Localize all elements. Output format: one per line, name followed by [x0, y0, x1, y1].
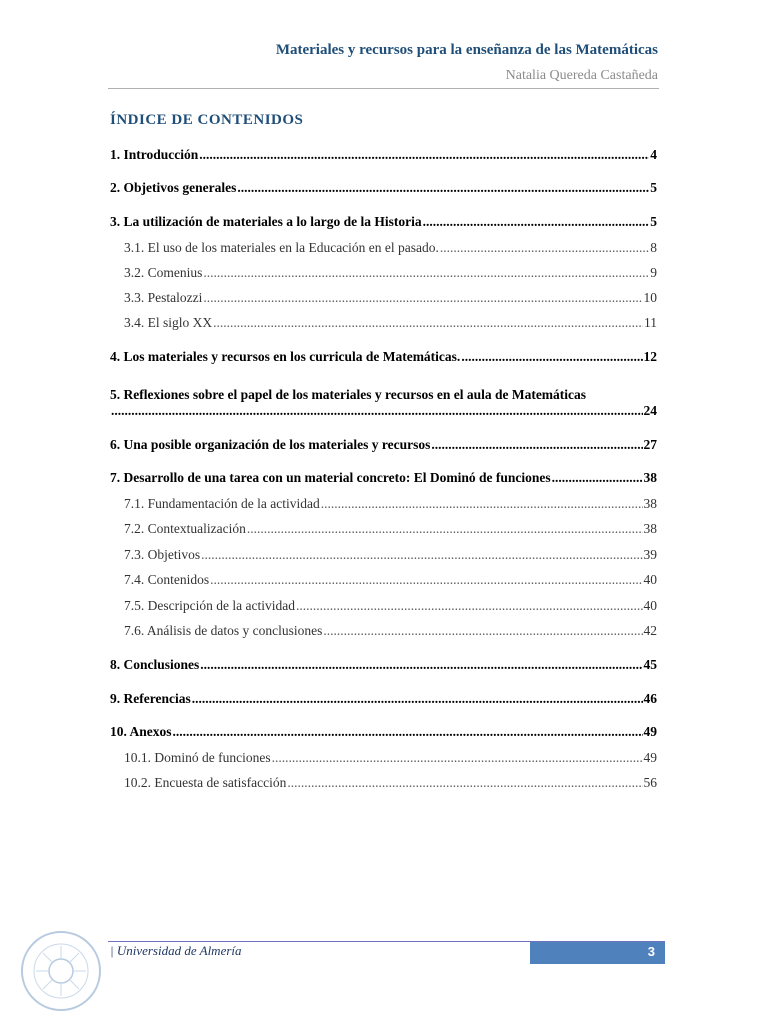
dot-leader	[173, 723, 643, 741]
dot-leader	[461, 348, 642, 366]
dot-leader	[203, 289, 642, 307]
dot-leader	[423, 213, 650, 231]
dot-leader	[200, 656, 642, 674]
toc-subentry[interactable]	[124, 314, 657, 332]
toc-entry-label: 9. Referencias	[110, 691, 191, 706]
toc-entry-page: 45	[643, 657, 657, 672]
toc-entry-page: 5	[650, 180, 657, 195]
dot-leader	[440, 239, 649, 257]
toc-entry-label: 3.3. Pestalozzi	[124, 290, 203, 305]
toc-entry-label: 3.1. El uso de los materiales en la Educación en el pasado.	[124, 240, 439, 255]
toc-entry[interactable]	[110, 402, 657, 420]
dot-leader	[272, 749, 643, 767]
toc-subentry[interactable]	[124, 749, 657, 767]
footer-university: | Universidad de Almería	[110, 943, 242, 958]
dot-leader	[287, 774, 642, 792]
toc-entry-label: 3. La utilización de materiales a lo largo de la Historia	[110, 214, 422, 229]
toc-entry-label: 3.4. El siglo XX	[124, 315, 213, 330]
header-divider	[108, 88, 659, 89]
dot-leader	[210, 571, 642, 589]
toc-subentry[interactable]	[124, 774, 657, 792]
toc-entry-page: 39	[643, 547, 657, 562]
toc-entry-label: 3.2. Comenius	[124, 265, 203, 280]
toc-entry-page: 4	[650, 147, 657, 162]
toc-entry-page: 56	[643, 775, 657, 790]
toc-subentry[interactable]	[124, 264, 657, 282]
toc-entry-page: 9	[650, 265, 657, 280]
toc-entry[interactable]	[110, 656, 657, 674]
toc-entry-label: 7.3. Objetivos	[124, 547, 201, 562]
toc-entry-page: 27	[643, 437, 657, 452]
toc-entry-label: 4. Los materiales y recursos en los curricula de Matemáticas.	[110, 349, 461, 364]
dot-leader	[296, 597, 643, 615]
toc-entry-page: 10	[643, 290, 657, 305]
toc-entry-label: 2. Objetivos generales	[110, 180, 237, 195]
toc-entry[interactable]	[110, 348, 657, 366]
toc-subentry[interactable]	[124, 289, 657, 307]
toc-subentry[interactable]	[124, 520, 657, 538]
toc-entry-label: 7.2. Contextualización	[124, 521, 246, 536]
toc-entry-label: 7.6. Análisis de datos y conclusiones	[124, 623, 323, 638]
page-number: 3	[647, 944, 655, 959]
toc-subentry[interactable]	[124, 546, 657, 564]
toc-entry-label: 10. Anexos	[110, 724, 172, 739]
toc-entry[interactable]	[110, 469, 657, 487]
dot-leader	[111, 402, 643, 420]
dot-leader	[552, 469, 643, 487]
dot-leader	[201, 546, 642, 564]
toc-entry-page: 40	[643, 598, 657, 613]
toc-entry-page: 38	[643, 496, 657, 511]
dot-leader	[213, 314, 643, 332]
toc-entry-page: 12	[643, 349, 657, 364]
page-number-box	[530, 942, 665, 964]
toc-entry-page: 8	[650, 240, 657, 255]
toc-entry-label: 1. Introducción	[110, 147, 199, 162]
toc-entry[interactable]	[110, 723, 657, 741]
toc-entry-label: 6. Una posible organización de los materiales y recursos	[110, 437, 431, 452]
toc-subentry[interactable]	[124, 495, 657, 513]
dot-leader	[321, 495, 643, 513]
toc-entry-page: 49	[643, 724, 657, 739]
toc-subentry[interactable]	[124, 239, 657, 257]
toc-entry-label: 7.5. Descripción de la actividad	[124, 598, 295, 613]
toc-entry-page: 5	[650, 214, 657, 229]
dot-leader	[192, 690, 643, 708]
toc-entry-page: 38	[643, 521, 657, 536]
toc-entry-label: 8. Conclusiones	[110, 657, 200, 672]
toc-entry-label: 5. Reflexiones sobre el papel de los materiales y recursos en el aula de Matemáticas	[110, 387, 587, 402]
toc-subentry[interactable]	[124, 571, 657, 589]
document-title: Materiales y recursos para la enseñanza de las Matemáticas	[275, 42, 658, 58]
toc-entry-label: 7.4. Contenidos	[124, 572, 210, 587]
dot-leader	[203, 264, 649, 282]
toc-entry-page: 24	[643, 403, 657, 418]
toc-entry-page: 38	[643, 470, 657, 485]
toc-entry-page: 11	[644, 315, 657, 330]
toc-entry[interactable]	[110, 179, 657, 197]
toc-entry-page: 42	[643, 623, 657, 638]
dot-leader	[199, 146, 649, 164]
toc-entry[interactable]	[110, 213, 657, 231]
toc-subentry[interactable]	[124, 622, 657, 640]
dot-leader	[431, 436, 642, 454]
toc-entry-page: 40	[643, 572, 657, 587]
toc-entry-page: 49	[643, 750, 657, 765]
toc-entry[interactable]	[110, 436, 657, 454]
author-name: Natalia Quereda Castañeda	[505, 68, 658, 83]
university-seal-icon	[20, 930, 102, 1012]
toc-entry[interactable]	[110, 690, 657, 708]
toc-entry-page: 46	[643, 691, 657, 706]
toc-entry-label: 10.2. Encuesta de satisfacción	[124, 775, 287, 790]
toc-heading: ÍNDICE DE CONTENIDOS	[110, 112, 304, 128]
dot-leader	[323, 622, 642, 640]
dot-leader	[247, 520, 643, 538]
dot-leader	[237, 179, 649, 197]
toc-entry[interactable]	[110, 146, 657, 164]
toc-subentry[interactable]	[124, 597, 657, 615]
toc-entry-label: 7. Desarrollo de una tarea con un material concreto: El Dominó de funciones	[110, 470, 551, 485]
toc-entry-label: 7.1. Fundamentación de la actividad	[124, 496, 320, 511]
toc-entry-label: 10.1. Dominó de funciones	[124, 750, 271, 765]
